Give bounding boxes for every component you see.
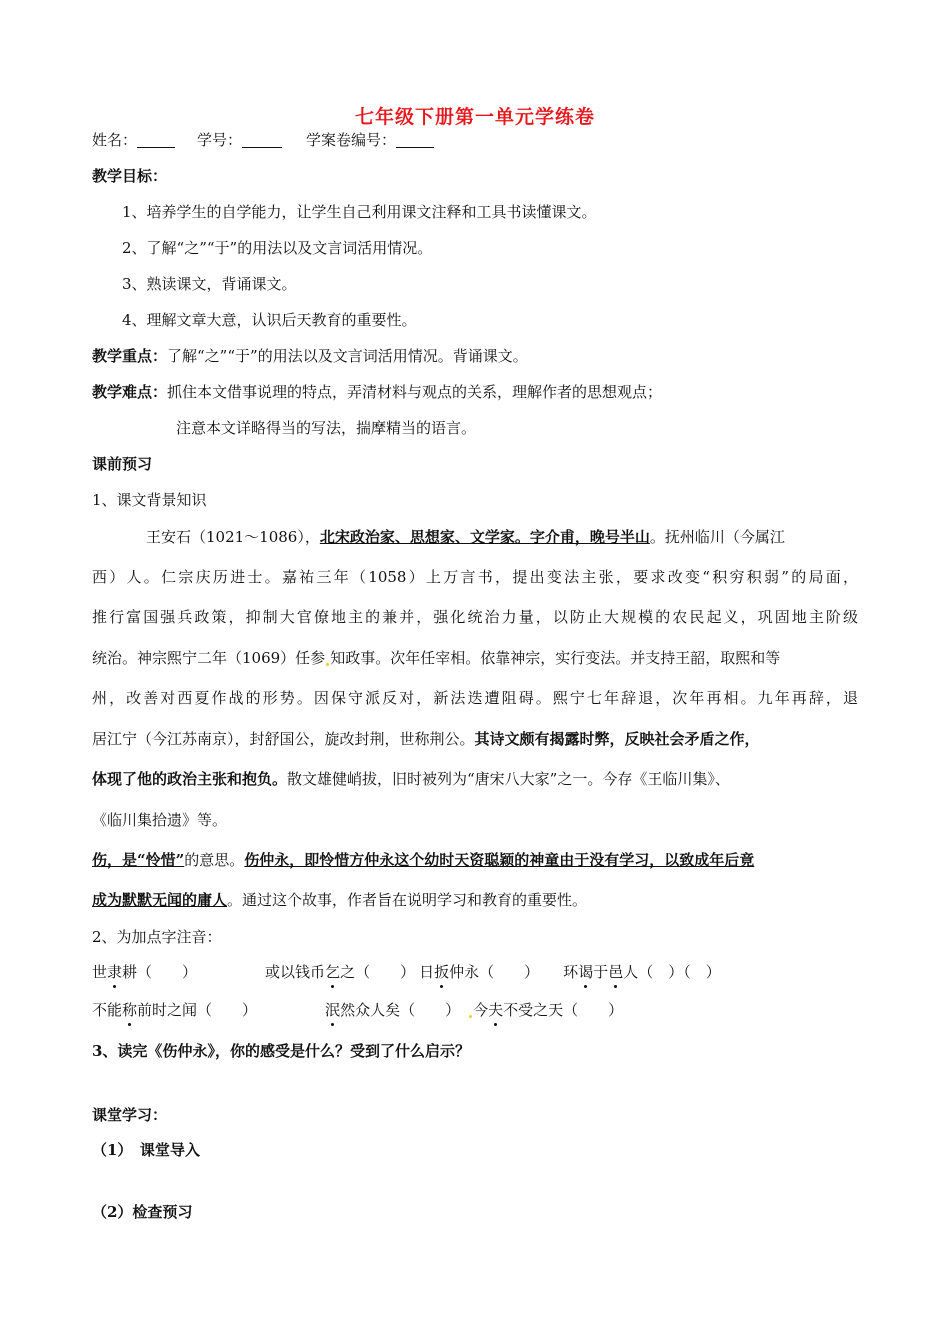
bio-line: 推行富国强兵政策，抑制大官僚地主的兼并，强化统治力量，以防止大规模的农民起义，巩固地主阶级	[92, 608, 858, 626]
bio-line: 西）人。仁宗庆历进士。嘉祐三年（1058）上万言书，提出变法主张，要求改变“积穷积弱”的局面，	[92, 568, 858, 586]
bio-text: 居江宁（今江苏南京），封舒国公，旋改封荆，世称荆公。	[92, 730, 475, 748]
difficulties-line2: 注意本文详略得当的写法，揣摩精当的语言。	[176, 419, 477, 437]
meaning-text: 的意思。	[184, 851, 245, 869]
classroom-heading: 课堂学习：	[92, 1106, 168, 1124]
goals-heading: 教学目标：	[92, 167, 168, 185]
bio-line	[146, 527, 785, 547]
student-id-blank[interactable]	[242, 133, 282, 148]
dotted-char: 泯	[325, 1001, 341, 1019]
student-info-row	[92, 130, 434, 150]
bio-text: 王安石（1021～1086），	[146, 528, 320, 546]
difficulties	[92, 382, 662, 402]
page-title: 七年级下册第一单元学练卷	[354, 106, 595, 128]
bio-bold: 其诗文颇有揭露时弊，反映社会矛盾之作，	[474, 730, 760, 748]
meaning-highlight: 成为默默无闻的庸人	[92, 891, 228, 909]
pinyin-item[interactable]	[419, 963, 539, 981]
dotted-char: 夫	[488, 1001, 504, 1019]
pinyin-text: 日	[419, 963, 435, 981]
key-points-label: 教学重点：	[92, 347, 168, 365]
goal-item: 3、熟读课文，背诵课文。	[122, 275, 297, 293]
dotted-char: 邑	[608, 963, 624, 981]
goal-item: 4、理解文章大意，认识后天教育的重要性。	[122, 311, 417, 329]
mark-dot-icon	[469, 1015, 472, 1018]
student-id-label: 学号：	[197, 131, 243, 149]
pinyin-item[interactable]	[92, 963, 197, 981]
pinyin-text: 前时之闻（ ）	[137, 1001, 258, 1019]
bio-highlight: 北宋政治家、思想家、文学家。字介甫，晚号半山	[319, 528, 650, 546]
pinyin-item[interactable]	[473, 1001, 623, 1019]
difficulties-line1: 抓住本文借事说理的特点，弄清材料与观点的关系，理解作者的思想观点；	[167, 383, 663, 401]
pinyin-text: 之（ ）	[340, 963, 416, 981]
pinyin-row	[92, 962, 721, 982]
background-heading: 1、课文背景知识	[92, 491, 207, 509]
meaning-line	[92, 850, 754, 870]
paper-number-blank[interactable]	[396, 133, 434, 148]
pinyin-item[interactable]	[563, 963, 721, 981]
pinyin-text: 环	[563, 963, 579, 981]
name-label: 姓名：	[92, 131, 138, 149]
pinyin-text: 于	[593, 963, 609, 981]
bio-bold: 体现了他的政治主张和抱负。	[92, 770, 288, 788]
bio-text: 散文雄健峭拔，旧时被列为“唐宋八大家”之一。今存《王临川集》、	[287, 770, 730, 788]
meaning-line	[92, 890, 587, 910]
goal-item: 1、培养学生的自学能力，让学生自己利用课文注释和工具书读懂课文。	[122, 203, 597, 221]
bio-text: 。抚州临川（今属江	[649, 528, 785, 546]
pinyin-text: 或以钱币	[265, 963, 326, 981]
difficulties-label: 教学难点：	[92, 383, 168, 401]
bio-text: 知政事。次年任宰相。依靠神宗，实行变法。并支持王韶，取熙和等	[330, 649, 781, 667]
dotted-char: 乞	[325, 963, 341, 981]
pinyin-text: 然众人矣（ ）	[340, 1001, 461, 1019]
meaning-highlight: 伤，是“怜惜”	[92, 851, 185, 869]
dotted-char: 扳	[434, 963, 450, 981]
reflection-question: 3、读完《伤仲永》，你的感受是什么？受到了什么启示？	[92, 1042, 470, 1060]
bio-line	[92, 769, 730, 789]
pinyin-row	[92, 1000, 623, 1020]
pinyin-text: 世	[92, 963, 108, 981]
meaning-highlight: 伤仲永，即怜惜方仲永这个幼时天资聪颖的神童由于没有学习，以致成年后竟	[244, 851, 755, 869]
bio-text: 统治。神宗熙宁二年（1069）任参	[92, 649, 326, 667]
pinyin-text: 今	[473, 1001, 489, 1019]
bio-line: 州，改善对西夏作战的形势。因保守派反对，新法迭遭阻碍。熙宁七年辞退，次年再相。九年再辞，退	[92, 689, 858, 707]
pinyin-item[interactable]	[325, 1001, 460, 1019]
key-points	[92, 346, 528, 366]
pinyin-text: 不能	[92, 1001, 123, 1019]
goal-item: 2、了解“之”“于”的用法以及文言词活用情况。	[122, 239, 433, 257]
bio-line	[92, 648, 780, 668]
classroom-item: （1） 课堂导入	[92, 1141, 200, 1159]
pinyin-heading: 2、为加点字注音：	[92, 928, 222, 946]
pinyin-text: 耕（ ）	[122, 963, 198, 981]
dotted-char: 隶	[107, 963, 123, 981]
paper-number-label: 学案卷编号：	[306, 131, 397, 149]
dotted-char: 谒	[578, 963, 594, 981]
dotted-char: 称	[122, 1001, 138, 1019]
pinyin-text: 不受之天（ ）	[503, 1001, 624, 1019]
pinyin-text: 人（ ）（ ）	[623, 963, 721, 981]
mark-dot-icon	[326, 663, 329, 666]
meaning-text: 。通过这个故事，作者旨在说明学习和教育的重要性。	[227, 891, 588, 909]
bio-line: 《临川集拾遗》等。	[92, 811, 228, 829]
pinyin-item[interactable]	[265, 963, 415, 981]
bio-line	[92, 729, 760, 749]
name-blank[interactable]	[137, 133, 175, 148]
classroom-item: （2）检查预习	[92, 1203, 193, 1221]
pinyin-item[interactable]	[92, 1001, 257, 1019]
preview-heading: 课前预习	[92, 455, 153, 473]
key-points-text: 了解“之”“于”的用法以及文言词活用情况。背诵课文。	[167, 347, 528, 365]
pinyin-text: 仲永（ ）	[449, 963, 540, 981]
